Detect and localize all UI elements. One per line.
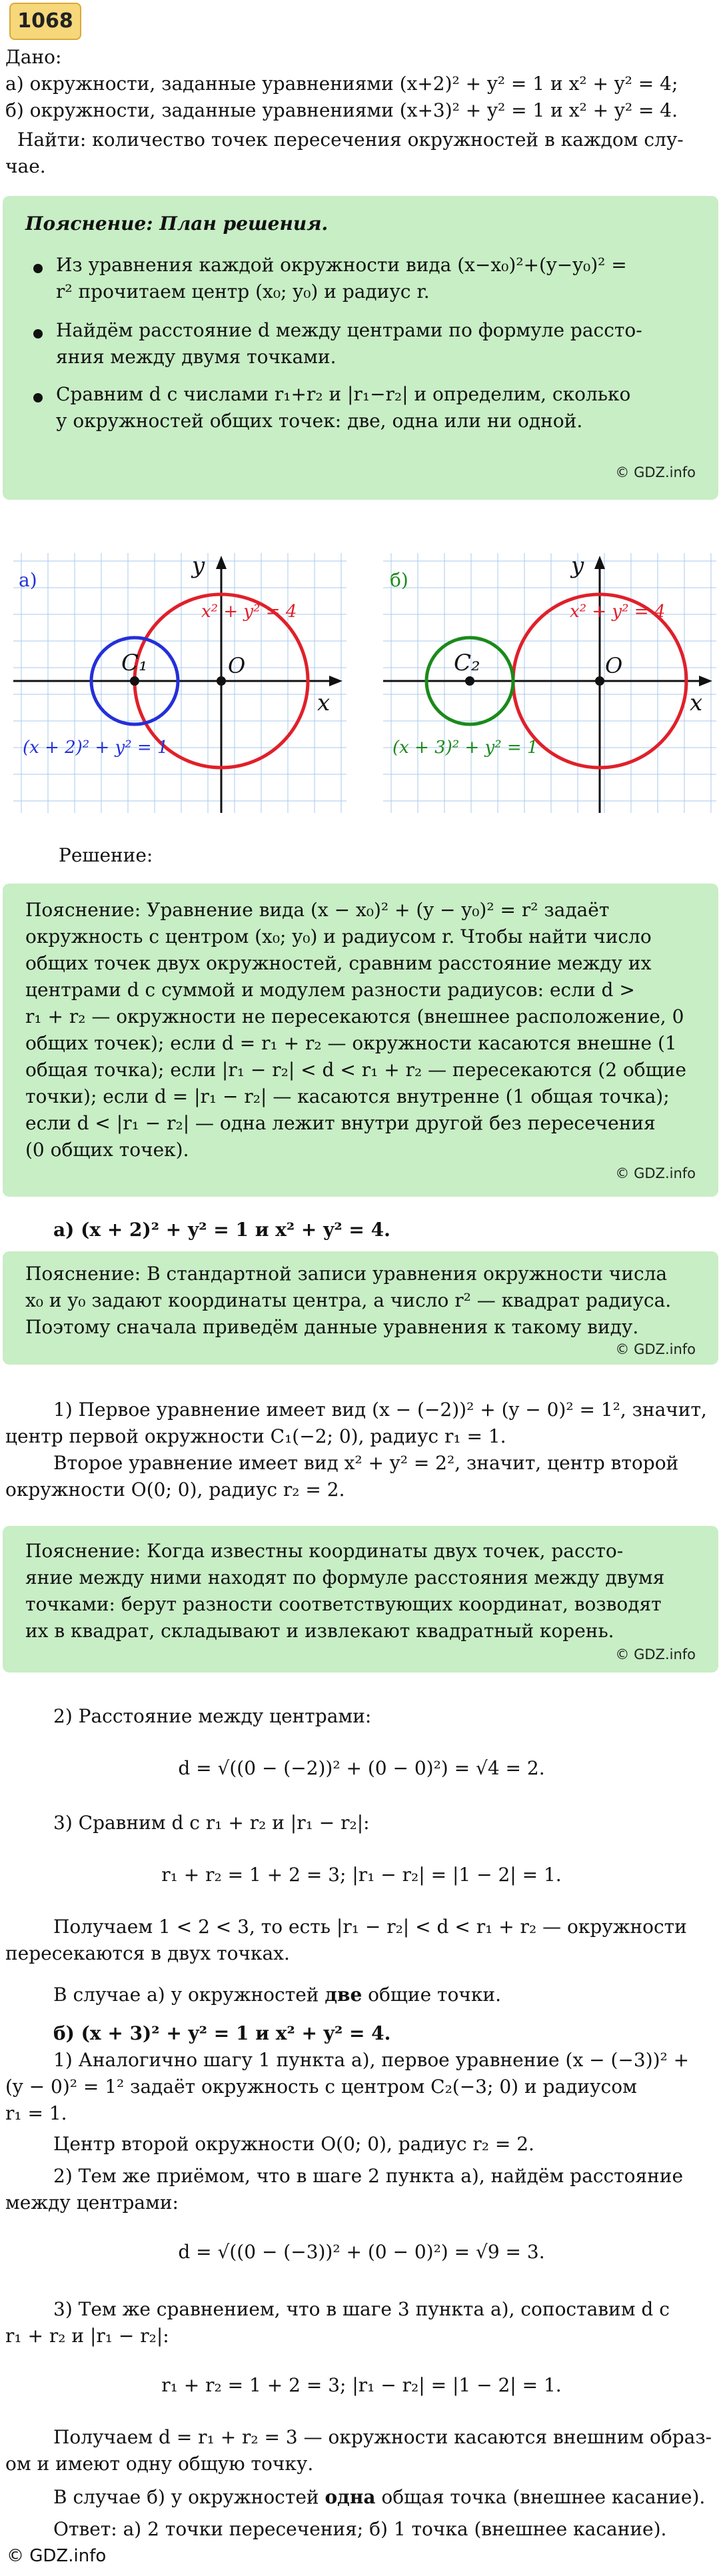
solution-label: Решение: — [59, 844, 153, 866]
figure-a — [13, 553, 347, 813]
expl2-copyright: © GDZ.info — [615, 1339, 696, 1359]
b-step4-line-1: Получаем d = r₁ + r₂ = 3 — окружности касаются внешним образ- — [53, 2426, 712, 2448]
plan-bullet-2-line-2: яния между двумя точками. — [56, 346, 337, 368]
b-step1-line-2: (y − 0)² = 1² задаёт окружность с центром C₂(−3; 0) и радиусом — [5, 2076, 637, 2098]
plan-bullet-2-line-1: Найдём расстояние d между центрами по формуле рассто- — [56, 319, 642, 341]
b-step2-line-2: между центрами: — [5, 2192, 179, 2214]
explanation-box-2 — [3, 1251, 718, 1365]
b-conclusion-bold: одна — [325, 2486, 376, 2508]
plan-bullet-1-line-1: Из уравнения каждой окружности вида (x−x₀)²+(y−y₀)² = — [56, 254, 627, 276]
given-label: Дано: — [5, 46, 62, 68]
expl1-line-1: Пояснение: Уравнение вида (x − x₀)² + (y − y₀)² = r² задаёт — [25, 899, 610, 921]
plan-bullet-3-line-1: Сравним d с числами r₁+r₂ и |r₁−r₂| и определим, сколько — [56, 383, 631, 405]
a-conclusion-post: общие точки. — [362, 1984, 501, 2006]
find-line-1: Найти: количество точек пересечения окружностей в каждом слу- — [17, 129, 684, 151]
bullet-dot — [33, 329, 43, 338]
expl1-line-8: точки); если d = |r₁ − r₂| — касаются внутренне (1 общая точка); — [25, 1085, 670, 1107]
a-step3: 3) Сравним d с r₁ + r₂ и |r₁ − r₂|: — [53, 1812, 370, 1834]
bullet-dot — [33, 264, 43, 273]
expl3-line-1: Пояснение: Когда известны координаты двух точек, рассто- — [25, 1540, 624, 1562]
center-c1 — [130, 676, 139, 686]
x-arrow-b — [699, 676, 712, 686]
plan-bullet-3-line-2: у окружностей общих точек: две, одна или ни одной. — [56, 410, 583, 432]
a-step1-line-1: 1) Первое уравнение имеет вид (x − (−2))² + (y − 0)² = 1², значит, — [53, 1399, 707, 1421]
y-label-a: y — [192, 553, 205, 579]
plan-title: Пояснение: План решения. — [25, 213, 329, 235]
b-step1-line-4: Центр второй окружности O(0; 0), радиус r₂ = 2. — [53, 2133, 534, 2155]
footer-copyright: © GDZ.info — [7, 2544, 106, 2569]
a-step1-line-3: Второе уравнение имеет вид x² + y² = 2², значит, центр второй — [53, 1452, 679, 1474]
a-conclusion — [48, 1982, 723, 2009]
x-label-b: x — [690, 690, 703, 716]
eq-big-b: x² + y² = 4 — [570, 602, 666, 622]
figure-b — [383, 553, 716, 813]
expl1-line-9: если d < |r₁ − r₂| — одна лежит внутри другой без пересечения — [25, 1112, 656, 1134]
task-number-badge: 1068 — [9, 3, 81, 40]
plan-bullet-1-line-2: r² прочитаем центр (x₀; y₀) и радиус r. — [56, 281, 430, 303]
answer: Ответ: а) 2 точки пересечения; б) 1 точка (внешнее касание). — [53, 2518, 667, 2540]
explanation-box-1 — [3, 884, 718, 1197]
origin-point-b — [595, 676, 604, 686]
y-arrow-a — [216, 556, 227, 569]
x-label-a: x — [317, 690, 331, 716]
given-a: а) окружности, заданные уравнениями (x+2)² + y² = 1 и x² + y² = 4; — [5, 73, 678, 95]
expl1-line-10: (0 общих точек). — [25, 1139, 189, 1161]
figure-b-label: б) — [390, 569, 408, 591]
expl3-line-2: яние между ними находят по формуле расстояния между двумя — [25, 1567, 665, 1589]
y-arrow-b — [594, 556, 605, 569]
b-step3-line-1: 3) Тем же сравнением, что в шаге 3 пункта а), сопоставим d с — [53, 2298, 670, 2320]
given-b: б) окружности, заданные уравнениями (x+3)² + y² = 1 и x² + y² = 4. — [5, 99, 678, 121]
expl2-line-1: Пояснение: В стандартной записи уравнения окружности числа — [25, 1263, 668, 1285]
b-step1-line-1: 1) Аналогично шагу 1 пункта а), первое уравнение (x − (−3))² + — [53, 2049, 690, 2071]
origin-point-a — [217, 676, 226, 686]
b-step2-line-1: 2) Тем же приёмом, что в шаге 2 пункта а), найдём расстояние — [53, 2165, 684, 2187]
origin-label-b: O — [605, 653, 623, 678]
a-step2: 2) Расстояние между центрами: — [53, 1705, 372, 1727]
a-step4-line-1: Получаем 1 < 2 < 3, то есть |r₁ − r₂| < d < r₁ + r₂ — окружности — [53, 1916, 687, 1938]
center-c2 — [465, 676, 474, 686]
expl3-copyright: © GDZ.info — [615, 1644, 696, 1664]
a-step1-line-4: окружности O(0; 0), радиус r₂ = 2. — [5, 1479, 345, 1501]
expl1-line-6: общих точек); если d = r₁ + r₂ — окружности касаются внешне (1 — [25, 1032, 677, 1054]
find-line-2: чае. — [5, 155, 46, 177]
b-step3-line-2: r₁ + r₂ и |r₁ − r₂|: — [5, 2325, 169, 2347]
plan-copyright: © GDZ.info — [615, 462, 696, 482]
expl1-copyright: © GDZ.info — [615, 1163, 696, 1183]
b-step4-line-2: ом и имеют одну общую точку. — [5, 2453, 314, 2475]
explanation-box-3 — [3, 1526, 718, 1672]
part-b-heading: б) (x + 3)² + y² = 1 и x² + y² = 4. — [53, 2022, 391, 2044]
eq-small-a: (x + 2)² + y² = 1 — [23, 738, 169, 758]
c2-label: C₂ — [454, 650, 480, 676]
expl1-line-5: r₁ + r₂ — окружности не пересекаются (внешнее расположение, 0 — [25, 1005, 684, 1027]
x-arrow-a — [329, 676, 343, 686]
b-conclusion-post: общая точка (внешнее касание). — [375, 2486, 706, 2508]
b-step2-formula: d = √((0 − (−3))² + (0 − 0)²) = √9 = 3. — [178, 2241, 545, 2263]
part-a-heading: а) (x + 2)² + y² = 1 и x² + y² = 4. — [53, 1219, 390, 1241]
expl2-line-3: Поэтому сначала приведём данные уравнения к такому виду. — [25, 1316, 639, 1338]
grid-b — [383, 553, 716, 813]
grid-a — [13, 553, 347, 813]
expl1-line-2: окружность с центром (x₀; y₀) и радиусом r. Чтобы найти число — [25, 926, 652, 948]
a-conclusion-pre: В случае а) у окружностей — [53, 1984, 325, 2006]
b-step1-line-3: r₁ = 1. — [5, 2102, 67, 2124]
expl2-line-2: x₀ и y₀ задают координаты центра, а число r² — квадрат радиуса. — [25, 1289, 672, 1311]
c1-label: C₁ — [121, 650, 148, 676]
eq-small-b: (x + 3)² + y² = 1 — [392, 738, 538, 758]
a-step1-line-2: центр первой окружности C₁(−2; 0), радиус r₁ = 1. — [5, 1425, 506, 1447]
expl1-line-4: центрами d с суммой и модулем разности радиусов: если d > — [25, 979, 635, 1001]
a-conclusion-bold: две — [325, 1984, 362, 2006]
plan-box — [3, 196, 718, 500]
expl1-line-7: общая точка); если |r₁ − r₂| < d < r₁ + r₂ — пересекаются (2 общие — [25, 1059, 686, 1081]
b-conclusion-pre: В случае б) у окружностей — [53, 2486, 325, 2508]
b-conclusion — [48, 2484, 723, 2511]
a-step3-formula: r₁ + r₂ = 1 + 2 = 3; |r₁ − r₂| = |1 − 2| = 1. — [161, 1864, 562, 1886]
expl1-line-3: общих точек двух окружностей, сравним расстояние между их — [25, 952, 652, 974]
bullet-dot — [33, 393, 43, 402]
b-step3-formula: r₁ + r₂ = 1 + 2 = 3; |r₁ − r₂| = |1 − 2| = 1. — [161, 2374, 562, 2396]
expl3-line-4: их в квадрат, складывают и извлекают квадратный корень. — [25, 1620, 614, 1642]
origin-label-a: O — [228, 653, 246, 678]
eq-big-a: x² + y² = 4 — [201, 602, 297, 622]
figure-a-label: а) — [19, 569, 37, 591]
y-label-b: y — [571, 553, 584, 579]
a-step4-line-2: пересекаются в двух точках. — [5, 1942, 290, 1964]
expl3-line-3: точками: берут разности соответствующих координат, возводят — [25, 1593, 662, 1615]
a-step2-formula: d = √((0 − (−2))² + (0 − 0)²) = √4 = 2. — [178, 1757, 545, 1779]
